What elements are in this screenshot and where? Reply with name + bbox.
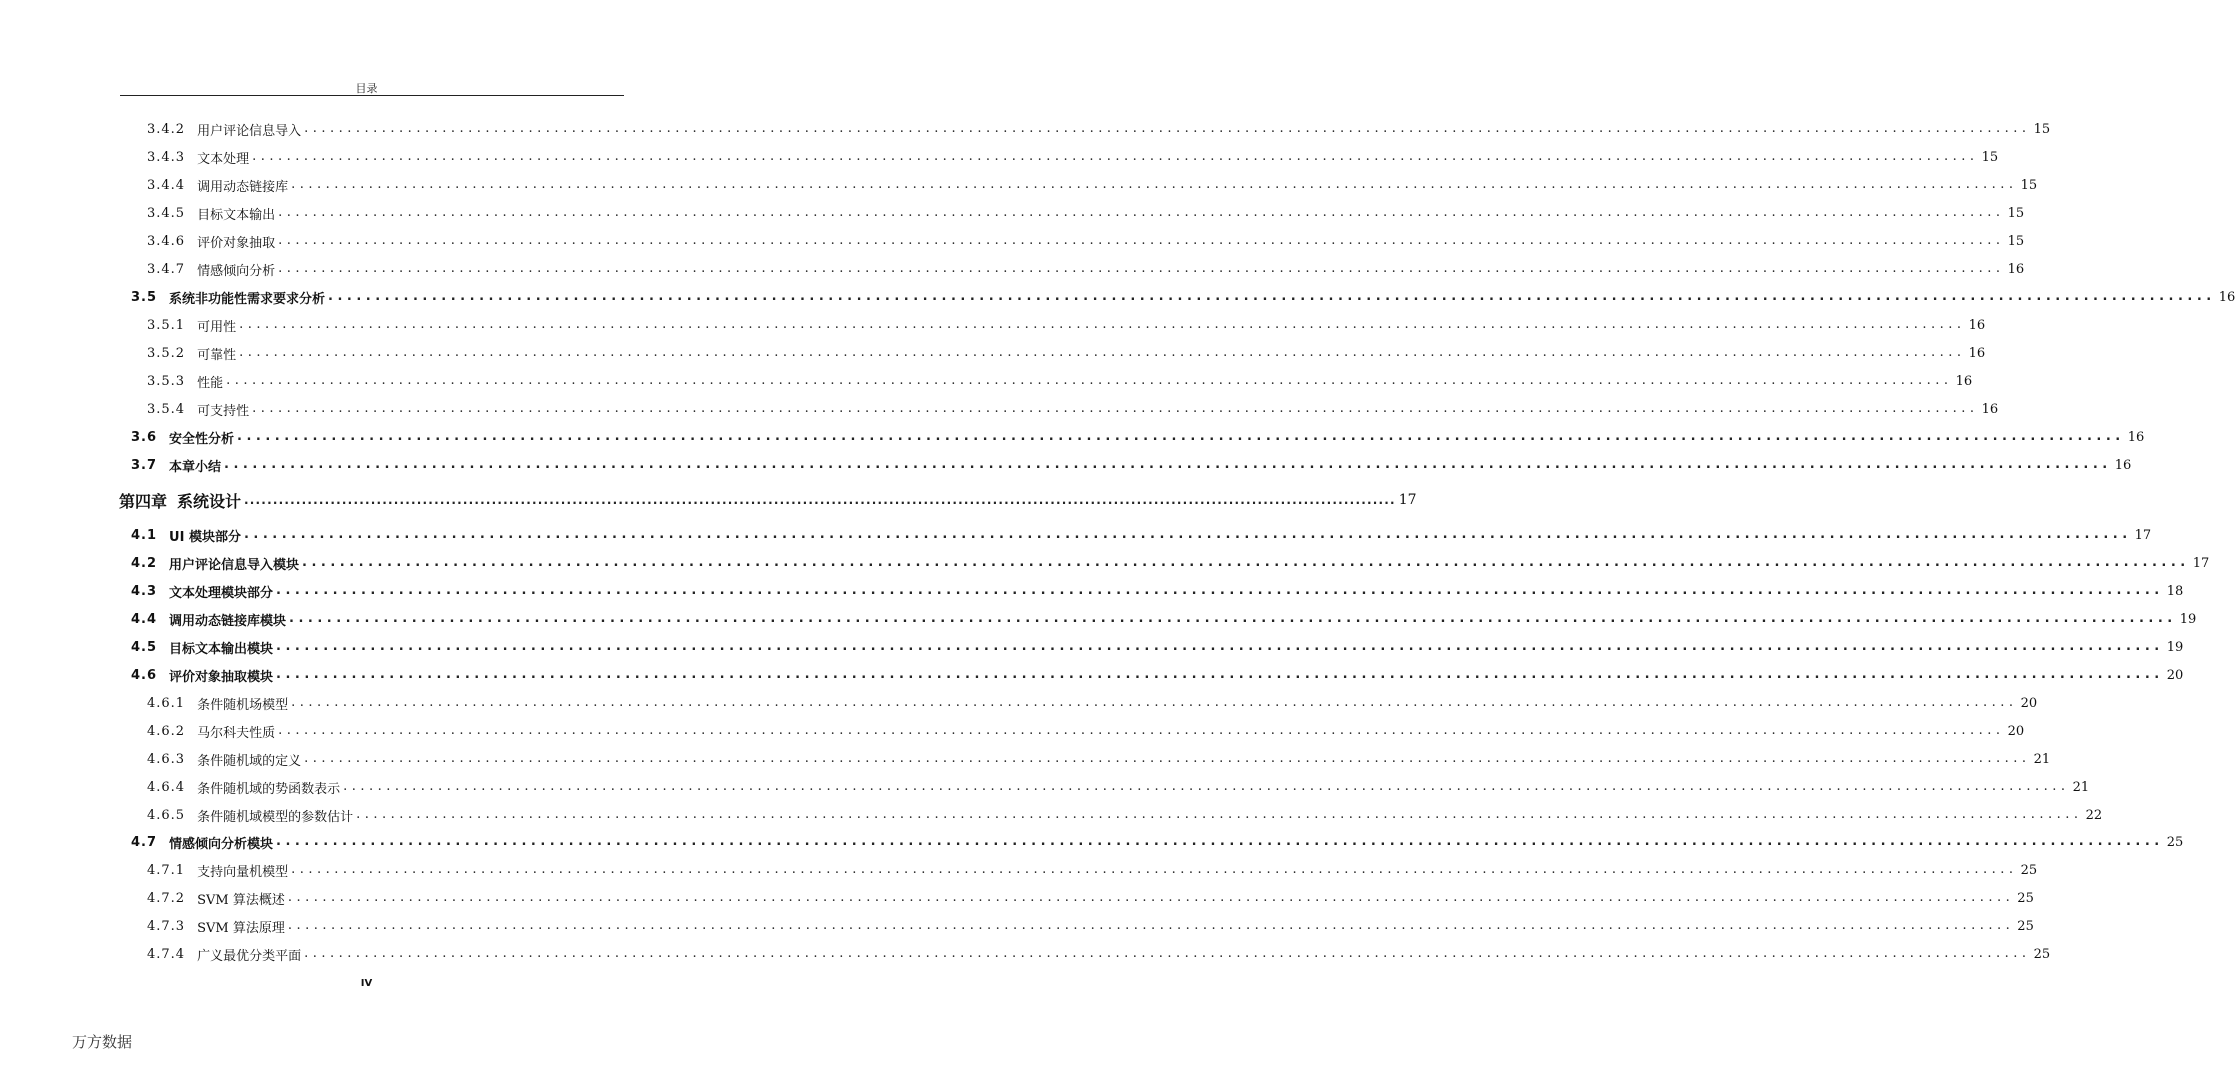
toc-leader-dots: ........................................................................................................................................................................................................ [278,723,2005,738]
toc-entry-title: 情感倾向分析 [197,263,276,279]
toc-entry-title: 目标文本输出模块 [169,641,274,657]
toc-leader-dots: ........................................................................................................................................................................................................ [278,261,2005,276]
toc-entry-title: 系统设计 [177,491,242,511]
toc-entry-number: 3.4.7 [147,261,186,277]
toc-leader-dots: ........................................................................................................................................................................................................ [287,918,2015,933]
toc-entry-page: 19 [2166,639,2184,655]
toc-entry-number: 3.6 [131,429,158,445]
toc-entry-title: 可支持性 [197,403,250,419]
toc-entry-number: 3.4.6 [147,233,186,249]
toc-entry-number: 4.7.4 [147,946,186,962]
toc-entry-number: 3.4.5 [147,205,186,221]
toc-entry-title: UI 模块部分 [169,529,241,545]
toc-leader-dots: ........................................................................................................................................................................................................ [343,779,2070,794]
toc-leader-dots: ........................................................................................................................................................................................................ [239,345,1966,360]
toc-entry-number: 4.2 [131,555,158,571]
toc-entry[interactable] [147,721,2025,741]
toc-entry[interactable] [131,287,2235,307]
toc-entry-title: 广义最优分类平面 [197,948,302,964]
toc-entry-title: 安全性分析 [169,431,235,447]
toc-entry-page: 16 [2127,429,2145,445]
toc-leader-dots: ........................................................................................................................................................................................................ [239,317,1966,332]
toc-entry-number: 3.5.3 [147,373,186,389]
toc-leader-dots: ........................................................................................................................................................................................................ [291,177,2018,192]
running-header-title: 目录 [355,82,378,95]
toc-entry-page: 18 [2166,583,2184,599]
toc-entry[interactable] [147,944,2051,964]
toc-leader-dots: ........................................................................................................................................................................................................ [304,751,2031,766]
toc-leader-dots: ........................................................................................................................................................................................................ [302,555,2190,570]
toc-leader-dots: ........................................................................................................................................................................................................ [276,639,2164,654]
toc-entry-number: 4.1 [131,527,158,543]
toc-entry-page: 21 [2072,779,2090,795]
toc-entry-page: 25 [2017,890,2034,906]
toc-entry-page: 16 [2218,289,2235,305]
toc-leader-dots: ........................................................................................................................................................................................................ [291,862,2018,877]
toc-entry-title: 本章小结 [169,459,222,475]
toc-entry-page: 25 [2033,946,2051,962]
toc-entry-title: 系统非功能性需求要求分析 [169,291,326,307]
toc-entry-number: 4.6.2 [147,723,186,739]
toc-entry[interactable] [147,343,1986,363]
toc-entry-page: 20 [2020,695,2038,711]
toc-entry-number: 4.6.1 [147,695,186,711]
toc-entry-title: SVM 算法概述 [197,892,285,908]
toc-entry-title: 支持向量机模型 [197,864,289,880]
toc-entry-page: 16 [1968,317,1986,333]
toc-entry-page: 25 [2020,862,2038,878]
toc-leader-dots: ........................................................................................................................................................................................................ [276,583,2164,598]
toc-entry-number: 3.4.4 [147,177,186,193]
toc-entry[interactable] [147,371,1973,391]
toc-entry[interactable] [147,175,2038,195]
toc-entry-number: 3.5 [131,289,158,305]
toc-entry-title: 评价对象抽取模块 [169,669,274,685]
toc-entry[interactable] [147,805,2103,825]
toc-entry-page: 16 [2114,457,2132,473]
toc-entry-number: 3.4.3 [147,149,186,165]
toc-entry[interactable] [131,832,2184,852]
toc-entry-page: 15 [2020,177,2038,193]
toc-leader-dots: ........................................................................................................................................................................................................ [291,695,2018,710]
toc-entry-number: 4.6.5 [147,807,186,823]
toc-leader-dots: ........................................................................................................................................................................................................ [276,667,2164,682]
toc-entry[interactable] [147,315,1986,335]
toc-entry-page: 20 [2007,723,2025,739]
toc-entry[interactable] [147,888,2034,908]
toc-entry[interactable] [147,916,2034,936]
toc-entry[interactable] [131,427,2145,447]
toc-leader-dots: ........................................................................................................................................................................................................ [243,527,2132,542]
toc-leader-dots: ........................................................................................................................................................................................................ [289,611,2177,626]
toc-entry-number: 4.5 [131,639,158,655]
toc-entry[interactable] [119,488,1417,512]
toc-entry-page: 15 [2007,233,2025,249]
toc-entry-page: 16 [2007,261,2025,277]
toc-entry-number: 4.7.1 [147,862,186,878]
toc-entry-number: 第四章 [119,491,168,511]
toc-entry-title: 条件随机场模型 [197,697,289,713]
toc-leader-dots: ........................................................................................................................................................................................................ [287,890,2015,905]
toc-entry[interactable] [147,259,2025,279]
toc-leader-dots: ........................................................................................................................................................................................................ [356,807,2083,822]
toc-entry-page: 15 [2033,121,2051,137]
toc-entry-page: 25 [2166,834,2184,850]
toc-entry[interactable] [131,609,2197,629]
toc-entry-number: 4.4 [131,611,158,627]
toc-entry[interactable] [147,119,2051,139]
toc-entry-page: 21 [2033,751,2051,767]
toc-entry[interactable] [147,749,2051,769]
toc-entry-number: 4.7.3 [147,918,186,934]
toc-entry-page: 16 [1955,373,1973,389]
toc-entry-number: 4.6.3 [147,751,186,767]
toc-entry[interactable] [131,553,2210,573]
toc-entry-title: SVM 算法原理 [197,920,285,936]
toc-entry-title: 文本处理模块部分 [169,585,274,601]
toc-leader-dots: ........................................................................................................................................................................................................ [237,429,2125,444]
toc-entry-title: 目标文本输出 [197,207,276,223]
toc-entry-title: 评价对象抽取 [197,235,276,251]
toc-entry-page: 17 [2192,555,2210,571]
toc-entry-page: 25 [2017,918,2034,934]
toc-leader-dots: ........................................................................................................................................................................................................ [252,401,1979,416]
toc-entry-number: 4.7.2 [147,890,186,906]
toc-entry-title: 用户评论信息导入 [197,123,302,139]
toc-entry-title: 马尔科夫性质 [197,725,276,741]
toc-leader-dots: ........................................................................................................................................................................................................ [304,121,2031,136]
toc-leader-dots: ........................................................................................................................................................................................................ [244,493,1396,507]
toc-entry[interactable] [131,525,2152,545]
toc-entry[interactable] [147,203,2025,223]
watermark-text: 万方数据 [72,1033,133,1051]
toc-leader-dots: ........................................................................................................................................................................................................ [252,149,1979,164]
toc-leader-dots: ........................................................................................................................................................................................................ [278,233,2005,248]
toc-entry-number: 4.6.4 [147,779,186,795]
toc-entry-title: 调用动态链接库 [197,179,289,195]
toc-entry-title: 情感倾向分析模块 [169,836,274,852]
toc-entry[interactable] [131,665,2184,685]
page-number: IV [360,978,373,989]
toc-entry[interactable] [147,860,2038,880]
toc-entry-number: 3.5.1 [147,317,186,333]
toc-entry-number: 3.5.2 [147,345,186,361]
toc-entry[interactable] [131,637,2184,657]
toc-entry-page: 17 [2134,527,2152,543]
toc-entry-page: 15 [2007,205,2025,221]
toc-leader-dots: ........................................................................................................................................................................................................ [276,834,2164,849]
toc-leader-dots: ........................................................................................................................................................................................................ [226,373,1953,388]
toc-entry-title: 条件随机域的势函数表示 [197,781,341,797]
toc-entry-title: 可靠性 [197,347,237,363]
toc-leader-dots: ........................................................................................................................................................................................................ [278,205,2005,220]
toc-entry[interactable] [147,147,1999,167]
toc-entry[interactable] [131,581,2184,601]
toc-entry-number: 3.7 [131,457,158,473]
toc-entry[interactable] [147,231,2025,251]
toc-entry-title: 条件随机域的定义 [197,753,302,769]
toc-entry-page: 20 [2166,667,2184,683]
toc-entry[interactable] [131,455,2132,475]
toc-entry[interactable] [147,693,2038,713]
toc-entry-page: 17 [1398,492,1417,508]
toc-entry-title: 调用动态链接库模块 [169,613,287,629]
toc-entry-title: 性能 [197,375,224,391]
toc-entry-page: 22 [2085,807,2103,823]
toc-entry-page: 19 [2179,611,2197,627]
toc-entry-number: 3.4.2 [147,121,186,137]
toc-entry-number: 4.6 [131,667,158,683]
toc-entry-page: 16 [1968,345,1986,361]
toc-leader-dots: ........................................................................................................................................................................................................ [304,946,2031,961]
toc-entry-title: 用户评论信息导入模块 [169,557,300,573]
toc-entry-title: 可用性 [197,319,237,335]
toc-entry-title: 条件随机域模型的参数估计 [197,809,354,825]
toc-entry-number: 4.3 [131,583,158,599]
toc-leader-dots: ........................................................................................................................................................................................................ [328,289,2216,304]
toc-leader-dots: ........................................................................................................................................................................................................ [224,457,2112,472]
toc-entry[interactable] [147,777,2090,797]
toc-entry-page: 15 [1981,149,1999,165]
toc-entry[interactable] [147,399,1999,419]
toc-entry-page: 16 [1981,401,1999,417]
toc-entry-number: 3.5.4 [147,401,186,417]
toc-entry-number: 4.7 [131,834,158,850]
toc-entry-title: 文本处理 [197,151,250,167]
